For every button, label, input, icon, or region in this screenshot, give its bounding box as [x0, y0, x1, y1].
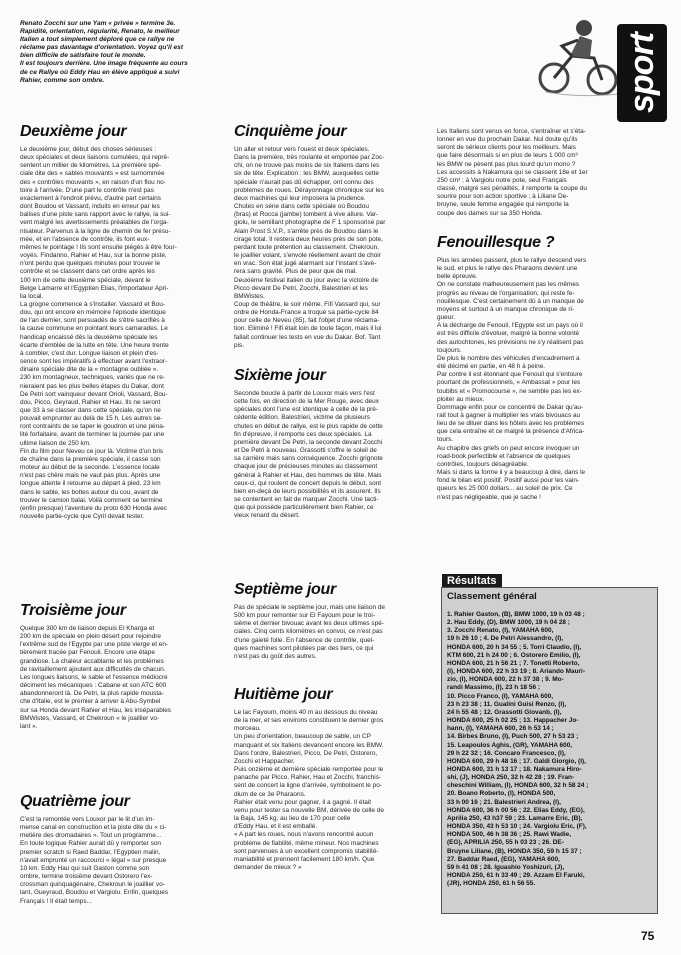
text-line: venu pour tester sa nouvelle BM, dérivée de celle de	[234, 806, 384, 814]
text-line: vieux renard du désert.	[234, 512, 300, 520]
text-line: Picco devant De Petri, Zocchi, Balestrieri et les	[234, 284, 368, 292]
caption-lines	[20, 20, 227, 85]
text-line: dou, Picco, Geyraud, Rahier et Hau. Ils ne seront	[20, 398, 161, 406]
text-line: tion. Eliminé ! Fifi était loin de toute façon, mais il lui	[234, 325, 382, 333]
body-sixieme-jour	[234, 390, 430, 521]
section-col3-intro	[437, 128, 655, 218]
section-badge	[617, 24, 667, 122]
text-line: ploiter au mieux.	[437, 395, 485, 403]
text-line: sa carrière mais sans conséquence. Zocchi grignote	[234, 455, 383, 463]
text-line: tièrement tracée par Fenouil. Encore une étape	[20, 649, 155, 657]
text-line: été décimé en partie, en 48 h à peine.	[437, 363, 546, 371]
text-line: la Baja, 145 kg, au lieu de 170 pour celle	[234, 815, 351, 823]
text-line: randi Massimo, (I), 23 h 18 56 ;	[447, 684, 541, 692]
text-line: de la mer, et ses environs constituent le dernier gros	[234, 717, 384, 725]
text-line: metière des dromadaires ». Tout un programme...	[20, 832, 162, 840]
text-line: écarte d'emblée de la lutte en tête. Une heure trente	[20, 341, 169, 349]
text-line: 24 h 55 48 ; 12. Grassotti Giovanb, (I),	[447, 708, 562, 716]
body-fenouillesque	[437, 257, 655, 502]
text-line: lonner en vue du prochain Dakar. Nul doute qu'ils	[437, 136, 578, 144]
text-line: deux spéciales et deux liaisons cumulées, qui repré-	[20, 154, 170, 162]
text-line: road-book perfectible et l'absence de quelques	[437, 452, 571, 460]
text-line: « A part les roues, nous n'avons rencontré aucun	[234, 831, 374, 839]
text-line: Puis onzième et dernière spéciale remportée pour le	[234, 766, 384, 774]
text-line: l'extrême sud de l'Egypte par une piste vierge et en-	[20, 641, 169, 649]
text-line: HONDA 350, 43 h 53 10 ; 24. Vargiolu Eric, (F),	[447, 823, 587, 831]
text-line: bien en-deçà de leurs possibilités et ils assurent. Ils	[234, 487, 381, 495]
text-line: HONDA 250, 61 h 33 49 ; 29. Azzam El Faruki,	[447, 872, 585, 879]
text-line: toubibs et « Promocourse », ne semble pas les ex-	[437, 387, 582, 395]
text-line: Un aller et retour vers l'ouest et deux spéciales.	[234, 146, 370, 153]
text-line: moteur au début de la seconde. L'essence locale	[20, 464, 160, 472]
text-line: chi, on ne trouve pas moins de six Italiens dans les	[234, 162, 380, 170]
text-line: A la décharge de Fenouil, l'Egypte est un pays où il	[437, 322, 583, 330]
text-line: fond le bilan est positif. Positif aussi pour les vain-	[437, 477, 580, 485]
text-line: Zocchi et Happacher.	[234, 757, 295, 765]
text-line: abandonneront là. De Petri, la plus rapide mousta-	[20, 690, 164, 698]
text-line: fallait continuer les tests en vue du Dakar. Bof. Tant	[234, 333, 381, 341]
text-line: sième et dernier bivouac avant les deux ultimes spé-	[234, 620, 384, 628]
text-line: 20. Boano Roberto, (I), HONDA 500,	[447, 790, 556, 798]
text-line: contrôle et se classent dans cet ordre après les	[20, 268, 155, 276]
text-line: de chaîne dans la première spéciale, il casse son	[20, 455, 161, 463]
text-line: 33 h 00 16 ; 21. Balestrieri Andrea, (I),	[447, 798, 561, 806]
text-line: Par contre il est étonnant que Fenouil qui s'entoure	[437, 371, 583, 379]
text-line: exactement à l'endroit prévu, d'autre part certains	[20, 194, 161, 202]
text-line: Le lac Fayoum, moins 40 m au dessous du niveau	[234, 709, 378, 716]
text-line: ront contraints de se taper le goudron et une péna-	[20, 423, 165, 431]
text-line: problèmes de roues. Dérayonnage chronique sur les	[234, 186, 384, 194]
text-line: dium de ce 3e Pharaons.	[234, 790, 306, 798]
heading-sixieme-jour: Sixième jour	[234, 367, 326, 384]
text-line: cheschini William, (I), HONDA 600, 32 h 58 24 ;	[447, 782, 589, 790]
section-fenouillesque	[437, 234, 655, 502]
text-line: spéciales dont l'une est identique à celle de la pré-	[234, 406, 379, 414]
text-line: d'une gaieté folle. En l'absence de contrôle, quel-	[234, 636, 375, 644]
text-line: pis.	[234, 341, 245, 349]
heading-fenouillesque: Fenouillesque ?	[437, 234, 555, 251]
text-line: BMWistes.	[234, 292, 265, 300]
text-line: 19 h 26 10 ; 4. De Petri Alessandro, (I),	[447, 635, 564, 643]
results-body	[447, 611, 652, 888]
text-line: six de tête. Explication : les BMW, auxquelles cette	[234, 170, 379, 178]
text-line: (enfin presque) l'aventure du proto 630 Honda avec	[20, 504, 167, 512]
text-line: Rahier était venu pour gagner, il a gagné. Il était	[234, 798, 372, 806]
text-line: handicap encaissé dès la deuxième spéciale les	[20, 333, 158, 341]
body-septieme-jour	[234, 604, 430, 661]
text-line: toire à l'arrivée. D'une part le contrôle n'est pas	[20, 186, 154, 194]
text-line: (EG), APRILIA 250, 55 h 03 23 ; 26. DE-	[447, 839, 564, 847]
text-line: sur sa Honda devant Rahier et Hau, les inséparables	[20, 706, 172, 714]
text-line: Deuxième festival italien du jour avec la victoire de	[234, 276, 379, 284]
text-line: lant, Gueyraud, Boudou et Vargiolu. Enfin, quelques	[20, 889, 169, 897]
text-line: (bras) et Rocca (jambe) tombent à vive allure. Var-	[234, 211, 379, 219]
text-line: Les Italiens sont venus en force, s'entraîner et s'éta-	[437, 128, 586, 135]
text-line: mée, et en l'absence de contrôle, ils font eux-	[20, 235, 150, 243]
text-line: est très difficile d'évoluer, malgré la bonne volonté	[437, 330, 580, 338]
text-line: nieraient pas les plus belles étapes du Dakar, dont	[20, 382, 164, 390]
text-line: lité forfaitaire, avant de terminer la journée par une	[20, 431, 165, 439]
text-line: Français ! Il était temps...	[20, 897, 92, 905]
text-line: spéciale n'aurait pas dû échapper, ont connu des	[234, 178, 374, 186]
text-line: 3. Zocchi Renato, (I), YAMAHA 600,	[447, 627, 554, 635]
text-line: cédente édition. Balestrieri, victime de plusieurs	[234, 414, 370, 422]
text-line: mêmes le pointage ! Ils sont ensuite piégés à être four-	[20, 243, 177, 251]
text-line: Chutes en série dans cette spéciale où Boudou	[234, 203, 369, 211]
text-line: que cela entraîne et ce malgré la présence d'Africa-	[437, 428, 585, 436]
text-line: crossman quinquagénaire, Chekroun le joaillier vo-	[20, 881, 165, 889]
text-line: En toute logique Rahier aurait dû y remporter son	[20, 840, 161, 848]
text-line: maniabilité et prennent facilement 180 km/h. Que	[234, 855, 375, 863]
text-line: de l'an dernier, sont persuadés de s'être sacrifiés à	[20, 317, 165, 325]
text-line: n'est pas négligeable, que je sache !	[437, 493, 541, 501]
text-line: hann, (I), YAMAHA 600, 26 h 53 14 ;	[447, 725, 554, 733]
text-line: trouver le camion balai. Voilà comment se termine	[20, 496, 163, 504]
text-line: HONDA 600, 25 h 02 25 ; 13. Happacher Jo-	[447, 717, 579, 725]
text-line: Un peu d'orientation, beaucoup de sable, un CP	[234, 733, 371, 741]
text-line: fin d'épreuve, il remporte ces deux spéciales. La	[234, 430, 372, 438]
text-line: sence sont les impératifs à effectuer avant l'extraor-	[20, 358, 168, 366]
text-line: 500 km pour remonter sur El Fayoum pour le troi-	[234, 612, 375, 620]
text-line: général à Rahier et Hau, des hommes de tête. Mais	[234, 471, 382, 479]
text-line: ques machines sont pilotées par des tiers, ce qui	[234, 644, 374, 652]
text-line: de ravitaillement ajoutent aux difficultés de chacun.	[20, 665, 166, 673]
text-line: des « contrôles mouvants », en raison d'un flou no-	[20, 178, 166, 186]
text-line: gueur.	[437, 314, 455, 322]
heading-troisieme-jour: Troisième jour	[20, 602, 126, 619]
text-line: Italien a tout simplement déploré que ce rallye ne	[20, 36, 175, 44]
text-line: 10. Picco Franco, (I), YAMAHA 600,	[447, 692, 554, 700]
text-line: nisateur. Parvenus à la ligne de chemin de fer présu-	[20, 227, 171, 235]
text-line: réclame pas davantage d'orientation. Voyez qu'il est	[20, 44, 184, 52]
text-line: n'ont perdu que quelques minutes pour trouver le	[20, 260, 161, 268]
text-line: Alain Prost S.V.P., s'arrête près de Boudou dans le	[234, 227, 379, 235]
text-line: rera sans gravité. Plus de peur que de mal.	[234, 268, 358, 276]
text-line: manquant et six Italiens devancent encore les BMW.	[234, 741, 384, 749]
text-line: Renato Zocchi sur une Yam « privée » termine 3e.	[20, 20, 176, 27]
photo-caption	[20, 20, 227, 85]
text-line: le joaillier volant, s'envole réellement avant de choir	[234, 252, 381, 260]
text-line: n'avait emprunté un raccourci « légal » sur presque	[20, 856, 167, 864]
text-line: 27. Baddar Raed, (EG), YAMAHA 600,	[447, 855, 560, 863]
text-line: contrôles, toujours désagréable.	[437, 460, 529, 468]
heading-septieme-jour: Septième jour	[234, 581, 336, 598]
results-tab: Résultats	[442, 574, 502, 588]
text-line: demander de mieux ? »	[234, 863, 302, 871]
text-line: queurs les 25 000 dollars... au soleil de prix. Ce	[437, 485, 573, 493]
text-line: HONDA 600, 29 h 48 16 ; 17. Galdi Giorgio, (I),	[447, 757, 586, 765]
text-line: panache par Picco. Rahier, Hau et Zocchi, franchis-	[234, 774, 382, 782]
text-line: 200 km de spéciale en plein désert pour rejoindre	[20, 633, 161, 641]
section-huitieme-jour	[234, 686, 430, 872]
text-line: balises d'une piste sans rapport avec le rallye, la sui-	[20, 211, 171, 219]
text-line: 1. Rahier Gaston, (B), BMW 1000, 19 h 03 48 ;	[447, 611, 585, 618]
section-troisieme-jour	[20, 602, 227, 731]
heading-quatrieme-jour: Quatrième jour	[20, 793, 130, 810]
text-line: HONDA 600, 36 h 00 56 ; 22. Elias Eddy, (EG),	[447, 806, 585, 814]
results-title: Classement général	[447, 591, 537, 602]
text-line: belle épreuve.	[437, 273, 478, 281]
text-line: moyens et surtout à un manque chronique de ri-	[437, 305, 575, 313]
text-line: pouvait emprunter au delà de 15 h. Les autres se-	[20, 415, 163, 423]
body-cinquieme-jour	[234, 146, 430, 350]
text-line: (JR), HONDA 250, 61 h 56 55.	[447, 880, 536, 888]
text-line: perdant toute prétention au classement. Chekroun,	[234, 243, 379, 251]
text-line: le sud, et plus le rallye des Pharaons devient une	[437, 265, 578, 273]
text-line: dinaire spéciale dite de la « montagne oubliée ».	[20, 366, 159, 374]
text-line: d'Eddy Hau, et il est emballé.	[234, 823, 318, 831]
text-line: coupe des dames sur sa 350 Honda.	[437, 209, 543, 217]
text-line: première devant De Petri, la seconde devant Zocchi	[234, 438, 383, 446]
text-line: 29 h 22 32 ; 16. Concaro Francesco, (I),	[447, 749, 566, 757]
text-line: HONDA 500, 46 h 38 36 ; 25. Rawi Wadie,	[447, 831, 572, 839]
text-line: lant ».	[20, 722, 38, 730]
text-line: que 33 à se classer dans cette spéciale, qu'on ne	[20, 407, 161, 414]
text-line: 10 km. Eddy Hau qui suit Gaston comme son	[20, 864, 150, 872]
text-line: HONDA 600, 20 h 34 55 ; 5. Torri Claudio, (I),	[447, 643, 582, 651]
text-line: dou, qui ont encore en mémoire l'épisode identique	[20, 309, 166, 317]
text-line: longue attente il retourne au départ à pied. 23 km	[20, 480, 161, 488]
text-line: bien difficile de satisfaire tout le monde.	[20, 52, 146, 60]
section-sixieme-jour	[234, 367, 430, 521]
text-line: voyés. Findanno, Rahier et Hau, sur la bonne piste,	[20, 252, 167, 260]
text-line: Aprilia 250, 43 h37 59 ; 23. Lamarre Eric, (B),	[447, 814, 583, 822]
text-line: n'est pas du goût des autres.	[234, 652, 317, 660]
text-line: dans le sable, les bottes autour du cou, avant de	[20, 488, 159, 496]
section-badge-label: sport	[623, 33, 661, 113]
text-line: en vrac. Son état jugé alarmant sur l'instant s'avè-	[234, 260, 377, 268]
text-line: 59 h 41 08 ; 28. Iguashio Yoshizuri, (J),	[447, 863, 565, 871]
text-line: bruyne, seule femme engagée qui remporte la	[437, 201, 569, 209]
section-quatrieme-jour	[20, 793, 227, 906]
text-line: Quelque 300 km de liaison depuis El Kharga et	[20, 625, 155, 632]
text-line: Dans la première, très roulante et emportée par Zoc-	[234, 154, 385, 162]
text-line: mense canal en construction et la piste dite du « ci-	[20, 824, 167, 832]
page-number: 75	[641, 929, 655, 943]
text-line: BMWistes, Vassard, et Chekroun « le joaillier vo-	[20, 714, 160, 722]
rider-photo	[532, 6, 622, 101]
text-line: KTM 600, 21 h 24 00 ; 6. Ostorero Emilio, (I),	[447, 651, 581, 659]
text-line: n'est pas chère mais ne vaut pas plus. Après une	[20, 472, 161, 480]
text-line: lieu de se diluer dans les hôtels avec les problèmes	[437, 420, 585, 428]
text-line: 23 h 23 38 ; 11. Gualini Guisi Renzo, (I),	[447, 700, 567, 708]
text-line: la cause commune en pointant leurs camarades. Le	[20, 325, 168, 333]
text-line: Il est toujours derrière. Une image fréquente au cours	[20, 60, 188, 68]
text-line: zio, (I), HONDA 600, 22 h 37 38 ; 9. Mo-	[447, 676, 564, 684]
text-line: sentent un millier de kilomètres. La première spé-	[20, 162, 161, 170]
text-line: ciale dite des « sables mouvants » est surnommée	[20, 170, 165, 178]
text-line: giolu, le semillant photographe de F 1 sponsorisé par	[234, 219, 386, 227]
section-deuxieme-jour	[20, 123, 227, 521]
text-line: Fin du film pour Neveu ce jour là. Victime d'un bris	[20, 447, 164, 455]
text-line: 15. Leapoulos Aghis, (GR), YAMAHA 600,	[447, 741, 573, 749]
text-line: à combler, c'est dur. Longue liaison et plein d'es-	[20, 349, 159, 357]
text-line: progrès au niveau de l'organisation, qui reste fe-	[437, 289, 575, 297]
body-quatrieme-jour	[20, 816, 227, 906]
text-line: des autochtones, les prévisions ne s'y réalisent pas	[437, 338, 584, 346]
text-line: que faire désormais si en plus de leurs 1 000 cm³	[437, 152, 578, 160]
text-line: se contentent en fait de marquer Zocchi. Une tacti-	[234, 496, 379, 504]
text-line: La grogne commence à s'installer. Vassard et Bou-	[20, 300, 165, 308]
text-line: De plus le nombre des véhicules d'encadrement a	[437, 354, 580, 362]
text-line: cirage total. Il restera deux heures près de son pote,	[234, 235, 383, 243]
text-line: ciales. Cinq cents kilomètres en convoi, ce n'est pas	[234, 628, 383, 636]
text-line: sourire pour son action sportive ; à Liliane De-	[437, 193, 569, 201]
text-line: chutes en début de rallye, est le plus rapide de cette	[234, 422, 383, 430]
text-line: C'est la remontée vers Louxor par le lit d'un im-	[20, 816, 155, 823]
text-line: problème de fiabilité, même mineur. Nos machines	[234, 839, 379, 847]
text-line: 14. Birbes Bruno, (I), Puch 500, 27 h 53 23 ;	[447, 733, 579, 741]
text-line: Au chapitre des griefs on peut encore invoquer un	[437, 444, 580, 452]
text-line: rait tout à gagner à multiplier les vrais bivouacs au	[437, 411, 581, 419]
text-line: morceau.	[234, 725, 261, 733]
text-line: 100 km de cette deuxième spéciale, devant le	[20, 276, 151, 284]
text-line: (I), HONDA 600, 22 h 33 19 ; 8. Ariando Mauri-	[447, 668, 585, 676]
text-line: De Petri sort vainqueur devant Orioli, Vassard, Bou-	[20, 390, 168, 398]
body-huitieme-jour	[234, 709, 430, 872]
text-line: classé, malgré ses pénalités, il remporte la coupe du	[437, 185, 587, 193]
text-line: Bruyne Liliane, (B), HONDA 350, 59 h 15 37 ;	[447, 847, 582, 855]
text-line: dont Boudou et Vassard, induits en erreur par les	[20, 203, 160, 211]
text-line: Dans l'ordre, Balestrieri, Picco, De Petri, Ostorero,	[234, 749, 378, 757]
section-cinquieme-jour	[234, 123, 430, 350]
text-line: vent malgré les avertissements préalables de l'orga-	[20, 219, 169, 227]
heading-cinquieme-jour: Cinquième jour	[234, 123, 347, 140]
text-line: pour celle de Neveu (85), fait l'objet d'une réclama-	[234, 317, 380, 325]
text-line: HONDA 600, 21 h 56 21 ; 7. Tonetti Roberto,	[447, 659, 580, 667]
text-line: de ce Rallye où Eddy Hau en élève appliqué a suivi	[20, 68, 180, 76]
text-line: nouillesque. C'est certainement dû à un manque de	[437, 297, 584, 305]
text-line: On ne constate malheureusement pas les mêmes	[437, 281, 580, 289]
text-line: ceux-ci, qui roulent de concert depuis le début, sont	[234, 479, 382, 487]
text-line: Mais si dans la forme il y a beaucoup à dire, dans le	[437, 469, 586, 477]
text-line: Plus les années passent, plus le rallye descend vers	[437, 257, 587, 264]
text-line: sent de concert la ligne d'arrivée, symbolisent le po-	[234, 782, 382, 790]
text-line: tours.	[437, 436, 454, 444]
text-line: Belge Lamarre et l'Egyptien Elias, l'importateur Apri-	[20, 284, 169, 292]
results-box	[441, 587, 658, 914]
text-line: HONDA 600, 31 h 13 17 ; 18. Nakamura Hiro-	[447, 765, 582, 773]
text-line: Le deuxième jour, début des choses sérieuses :	[20, 146, 156, 153]
body-col3-intro	[437, 128, 655, 218]
text-line: grandiose. La chaleur accablante et les problèmes	[20, 657, 164, 665]
body-deuxieme-jour	[20, 146, 227, 521]
text-line: ombre, termine troisième devant Ostorero l'ex-	[20, 873, 153, 881]
text-line: lia local.	[20, 292, 44, 300]
text-line: che d'Italie, est le premier à arriver à Abu-Symbel	[20, 698, 161, 706]
text-line: Les accessits à Nakamura qui se classent 18e et 1er	[437, 168, 588, 176]
text-line: pourtant de professionnels, « Ambassat » pour les	[437, 379, 581, 387]
text-line: ultime liaison de 250 km.	[20, 439, 91, 447]
text-line: Pas de spéciale le septième jour, mais une liaison de	[234, 604, 386, 611]
text-line: deux machines qui leur imposera la prudence.	[234, 194, 366, 202]
text-line: Les longues liaisons, le sable et l'essence médiocre	[20, 673, 168, 681]
text-line: les BMW ne pèsent pas plus lourd qu'un mono ?	[437, 160, 576, 168]
text-line: Coup de théâtre, le soir même. Fifi Vassard qui, sur	[234, 300, 381, 308]
text-line: nouvelle partie-cycle que Cyril devait tester.	[20, 513, 145, 521]
text-line: premier scratch si Raed Baddar, l'Egyptien malin,	[20, 848, 161, 856]
text-line: et De Petri à nouveau. Grassotti s'offre le soleil de	[234, 447, 377, 455]
text-line: Rapidité, orientation, régularité, Renato, le meilleur	[20, 28, 180, 36]
text-line: shi, (J), HONDA 250, 32 h 42 28 ; 19. Fran-	[447, 774, 575, 782]
text-line: que qui possède particulièrement bien Rahier, ce	[234, 504, 374, 512]
text-line: 2. Hau Eddy, (D), BMW 1000, 19 h 04 28 ;	[447, 619, 570, 627]
text-line: ordre de Honda-France a troqué sa partie-cycle 84	[234, 309, 379, 317]
text-line: 230 km montagneux, techniques, variés que ne re-	[20, 374, 165, 382]
heading-huitieme-jour: Huitième jour	[234, 686, 333, 703]
text-line: Dommage enfin pour ce concentré de Dakar qu'au-	[437, 403, 584, 411]
text-line: Seconde boucle à partir de Louxor mais vers l'est	[234, 390, 375, 397]
text-line: cette fois, en direction de la Mer Rouge, avec deux	[234, 398, 379, 406]
text-line: 250 cm³ ; à Vargiolu notre pote, seul Français	[437, 176, 567, 184]
text-line: toujours.	[437, 346, 462, 354]
text-line: Rahier, comme son ombre.	[20, 76, 105, 84]
heading-deuxieme-jour: Deuxième jour	[20, 123, 127, 140]
body-troisieme-jour	[20, 625, 227, 731]
section-septieme-jour	[234, 581, 430, 661]
text-line: chaque jour de précieuses minutes au classement	[234, 463, 378, 471]
text-line: seront de sérieux clients pour les meilleurs. Mais	[437, 144, 576, 152]
text-line: sont parvenues à un excellent compromis stabilité-	[234, 847, 379, 855]
text-line: déciment les mécaniques : Cabane et son ATC 600	[20, 682, 167, 690]
